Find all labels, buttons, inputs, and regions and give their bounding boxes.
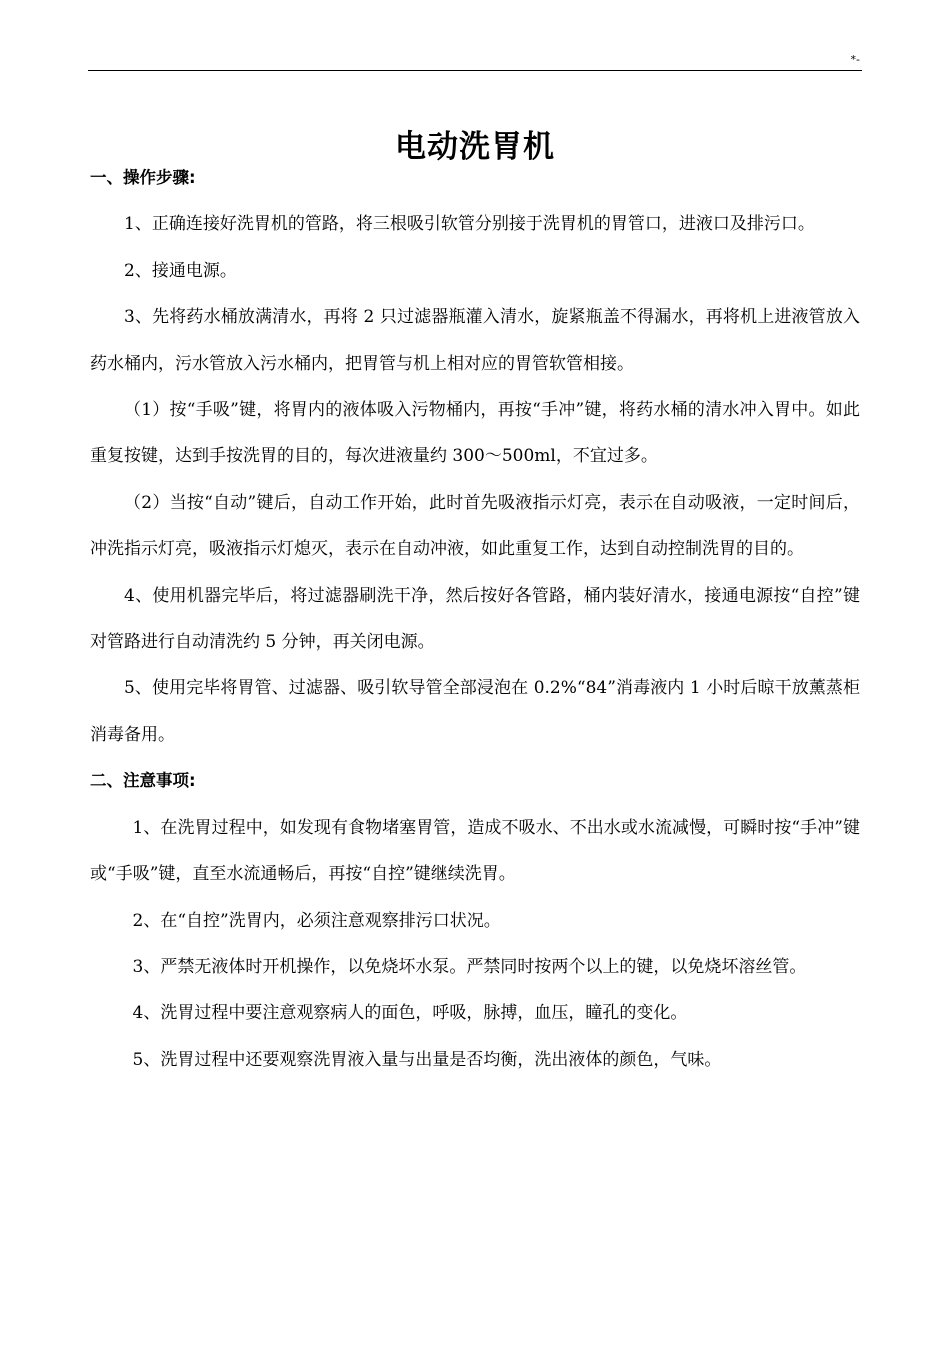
precaution-4-paragraph: 4、洗胃过程中要注意观察病人的面色，呼吸，脉搏，血压，瞳孔的变化。 [132, 1003, 688, 1024]
section-precautions [90, 758, 860, 1083]
step-3-sub-2-paragraph: （2）当按“自动”键后，自动工作开始，此时首先吸液指示灯亮，表示在自动吸液，一定时间后，冲洗指示灯亮，吸液指示灯熄灭，表示在自动冲液，如此重复工作，达到自动控制洗胃的目的。 [90, 492, 860, 560]
precaution-1-paragraph: 1、在洗胃过程中，如发现有食物堵塞胃管，造成不吸水、不出水或水流减慢，可瞬时按“手冲”键或“手吸”键，直至水流通畅后，再按“自控”键继续洗胃。 [90, 817, 860, 885]
document-body [90, 155, 860, 1083]
section-heading-operation-steps: 一、操作步骤: [90, 168, 196, 187]
header-mark: *- [850, 53, 860, 66]
step-3-paragraph: 3、先将药水桶放满清水，再将 2 只过滤器瓶灌入清水，旋紧瓶盖不得漏水，再将机上进液管放入药水桶内，污水管放入污水桶内，把胃管与机上相对应的胃管软管相接。 [90, 307, 860, 374]
precaution-2-paragraph: 2、在“自控”洗胃内，必须注意观察排污口状况。 [132, 910, 501, 931]
header-rule [88, 70, 862, 71]
section-operation-steps [90, 155, 860, 758]
step-5-paragraph: 5、使用完毕将胃管、过滤器、吸引软导管全部浸泡在 0.2%“84”消毒液内 1 小时后晾干放薰蒸柜消毒备用。 [90, 678, 860, 745]
document-title: 电动洗胃机 [395, 128, 555, 165]
precaution-3-paragraph: 3、严禁无液体时开机操作，以免烧坏水泵。严禁同时按两个以上的键，以免烧坏溶丝管。 [132, 956, 807, 977]
step-4-paragraph: 4、使用机器完毕后，将过滤器刷洗干净，然后按好各管路，桶内装好清水，接通电源按“自控”键对管路进行自动清洗约 5 分钟，再关闭电源。 [90, 585, 860, 653]
step-1-paragraph: 1、正确连接好洗胃机的管路，将三根吸引软管分别接于洗胃机的胃管口，进液口及排污口。 [124, 214, 815, 235]
step-2-paragraph: 2、接通电源。 [124, 260, 237, 281]
precaution-5-paragraph: 5、洗胃过程中还要观察洗胃液入量与出量是否均衡，洗出液体的颜色，气味。 [132, 1049, 722, 1070]
section-heading-precautions: 二、注意事项: [90, 771, 196, 791]
step-3-sub-1-paragraph: （1）按“手吸”键，将胃内的液体吸入污物桶内，再按“手冲”键，将药水桶的清水冲入胃中。如此重复按键，达到手按洗胃的目的，每次进液量约 300～500ml，不宜过多。 [90, 400, 860, 467]
